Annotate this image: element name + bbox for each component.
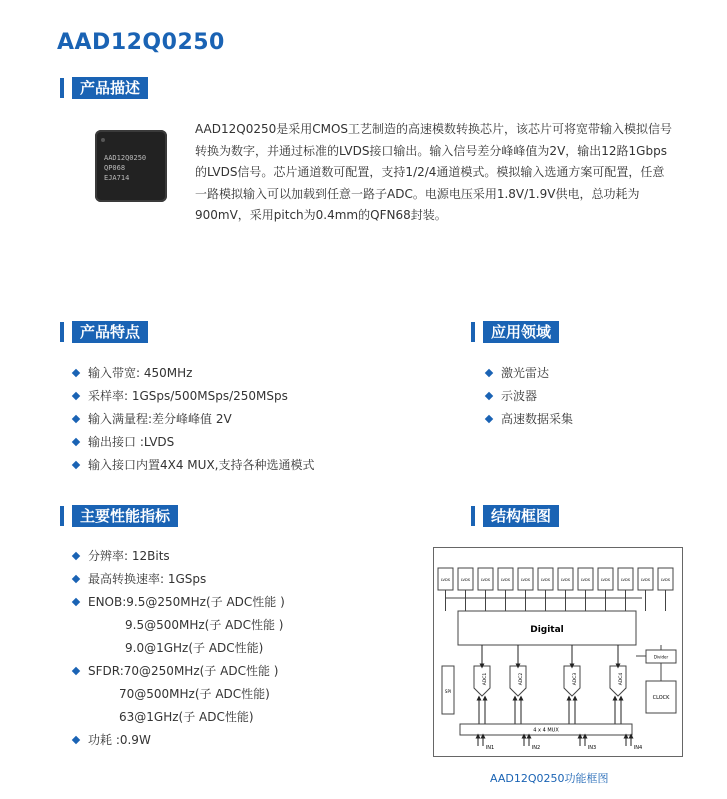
description-line: 一路模拟输入可以加载到任意一路子ADC。电源电压采用1.8V/1.9V供电，总功耗为	[195, 186, 640, 201]
section-bar	[60, 506, 64, 526]
digital-label: Digital	[530, 625, 564, 635]
list-item: 功耗 :0.9W	[73, 729, 285, 752]
section-header-description	[60, 77, 148, 99]
bullet-icon	[72, 667, 80, 675]
list-item: 9.0@1GHz(子 ADC性能)	[125, 641, 264, 655]
input-label: IN1	[485, 745, 495, 751]
adc-block	[474, 666, 490, 696]
clock-label: CLOCK	[652, 695, 670, 701]
section-bar	[471, 322, 475, 342]
section-header-features	[60, 321, 148, 343]
section-title: 产品描述	[72, 77, 148, 99]
chip-image	[95, 130, 167, 202]
lvds-label: LVDS	[620, 578, 631, 582]
page-title: AAD12Q0250	[57, 30, 225, 55]
features-list	[73, 362, 314, 477]
bullet-icon	[72, 552, 80, 560]
input-label: IN4	[633, 745, 643, 751]
lvds-block	[618, 568, 633, 590]
section-header-specs	[60, 505, 178, 527]
lvds-block	[538, 568, 553, 590]
list-item: 63@1GHz(子 ADC性能)	[119, 710, 254, 724]
adc-label: ADC3	[573, 672, 578, 686]
adc-block	[510, 666, 526, 696]
section-title: 应用领域	[483, 321, 559, 343]
lvds-label: LVDS	[560, 578, 571, 582]
lvds-label: LVDS	[500, 578, 511, 582]
description-line: 转换为数字，并通过标准的LVDS接口输出。输入信号差分峰峰值为2V，输出12路1Gbps	[195, 143, 667, 158]
lvds-block	[598, 568, 613, 590]
pin1-dot	[101, 138, 105, 142]
lvds-label: LVDS	[660, 578, 671, 582]
list-item: 分辨率: 12Bits	[73, 545, 285, 568]
lvds-label: LVDS	[480, 578, 491, 582]
lvds-block	[558, 568, 573, 590]
lvds-block	[458, 568, 473, 590]
section-title: 主要性能指标	[72, 505, 178, 527]
list-item: 激光雷达	[486, 362, 573, 385]
adc-label: ADC2	[519, 672, 524, 686]
lvds-block	[438, 568, 453, 590]
bullet-icon	[485, 415, 493, 423]
bullet-icon	[72, 369, 80, 377]
lvds-label: LVDS	[640, 578, 651, 582]
list-item: 高速数据采集	[486, 408, 573, 431]
spi-label: SPI	[444, 689, 452, 694]
input-label: IN2	[531, 745, 541, 751]
list-item: 输入接口内置4X4 MUX,支持各种选通模式	[73, 454, 314, 477]
lvds-block	[498, 568, 513, 590]
list-item: SFDR:70@250MHz(子 ADC性能 )	[73, 660, 285, 683]
section-bar	[60, 322, 64, 342]
adc-label: ADC1	[483, 672, 488, 686]
bullet-icon	[485, 392, 493, 400]
bullet-icon	[485, 369, 493, 377]
lvds-label: LVDS	[440, 578, 451, 582]
lvds-block	[478, 568, 493, 590]
bullet-icon	[72, 575, 80, 583]
list-item: 输出接口 :LVDS	[73, 431, 314, 454]
lvds-block	[518, 568, 533, 590]
lvds-label: LVDS	[580, 578, 591, 582]
description-line: 900mV，采用pitch为0.4mm的QFN68封装。	[195, 208, 447, 222]
list-item: 采样率: 1GSps/500MSps/250MSps	[73, 385, 314, 408]
lvds-label: LVDS	[520, 578, 531, 582]
block-diagram-svg	[434, 548, 682, 756]
adc-block	[564, 666, 580, 696]
list-item: 示波器	[486, 385, 573, 408]
block-diagram	[433, 547, 683, 757]
section-header-block-diagram	[471, 505, 559, 527]
bullet-icon	[72, 736, 80, 744]
list-item: ENOB:9.5@250MHz(子 ADC性能 )	[73, 591, 285, 614]
bullet-icon	[72, 461, 80, 469]
chip-marking-1: AAD12Q0250	[104, 154, 147, 162]
lvds-label: LVDS	[540, 578, 551, 582]
adc-block	[610, 666, 626, 696]
section-bar	[60, 78, 64, 98]
product-description	[195, 119, 685, 227]
input-label: IN3	[587, 745, 597, 751]
lvds-block	[578, 568, 593, 590]
mux-label: 4 x 4 MUX	[533, 727, 559, 734]
list-item: 输入带宽: 450MHz	[73, 362, 314, 385]
bullet-icon	[72, 598, 80, 606]
lvds-label: LVDS	[600, 578, 611, 582]
list-item: 70@500MHz(子 ADC性能)	[119, 687, 270, 701]
section-title: 产品特点	[72, 321, 148, 343]
chip-marking-3: EJA714	[104, 174, 130, 182]
lvds-block	[638, 568, 653, 590]
diagram-caption: AAD12Q0250功能框图	[490, 772, 609, 785]
bullet-icon	[72, 415, 80, 423]
list-item: 输入满量程:差分峰峰值 2V	[73, 408, 314, 431]
section-header-applications	[471, 321, 559, 343]
adc-label: ADC4	[619, 672, 624, 686]
list-item: 9.5@500MHz(子 ADC性能 )	[125, 618, 284, 632]
lvds-label: LVDS	[460, 578, 471, 582]
lvds-block	[658, 568, 673, 590]
divider-label: Divider	[653, 654, 669, 660]
description-line: AAD12Q0250是采用CMOS工艺制造的高速模数转换芯片，该芯片可将宽带输入模拟信号	[195, 122, 673, 136]
description-line: 的LVDS信号。芯片通道数可配置，支持1/2/4通道模式。模拟输入选通方案可配置，任意	[195, 165, 665, 179]
bullet-icon	[72, 392, 80, 400]
section-bar	[471, 506, 475, 526]
list-item: 最高转换速率: 1GSps	[73, 568, 285, 591]
specs-list	[73, 545, 285, 752]
applications-list	[486, 362, 573, 431]
bullet-icon	[72, 438, 80, 446]
section-title: 结构框图	[483, 505, 559, 527]
chip-marking-2: QP068	[104, 164, 126, 172]
